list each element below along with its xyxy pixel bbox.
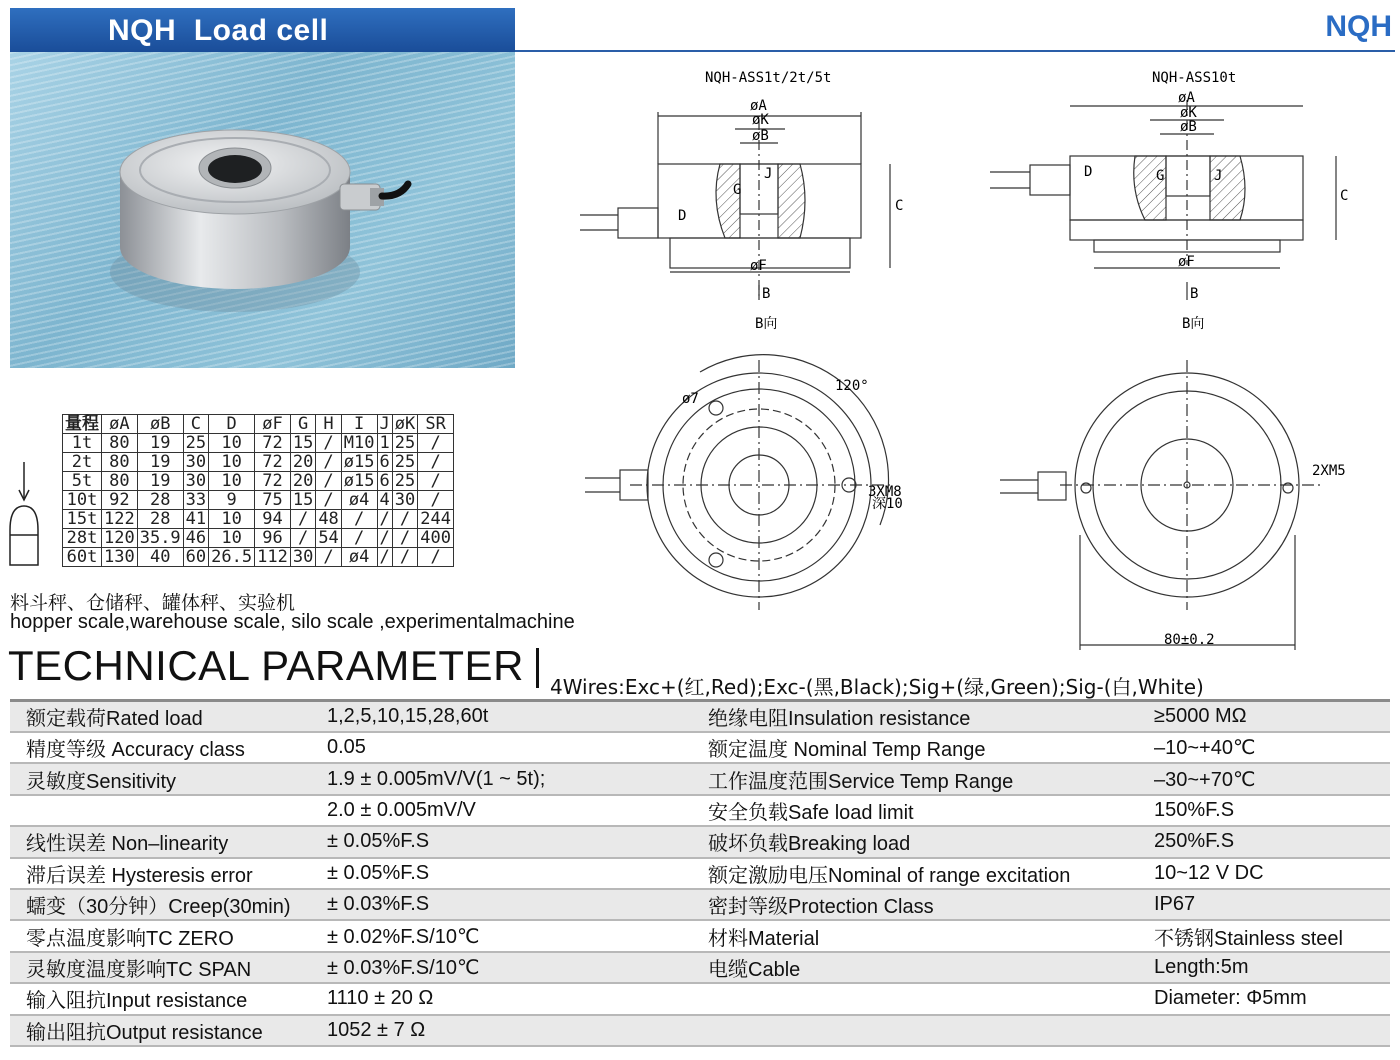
dimension-cell: 46 — [183, 529, 208, 548]
applications-en: hopper scale,warehouse scale, silo scale ,experimentalmachine — [10, 611, 575, 633]
param-value: ± 0.02%F.S/10℃ — [311, 920, 692, 951]
dimension-cell: 25 — [392, 453, 417, 472]
dimension-row — [63, 491, 454, 510]
param-name: 额定温度 Nominal Temp Range — [692, 732, 1138, 763]
dimension-cell: / — [316, 472, 341, 491]
dimension-cell: 30 — [183, 472, 208, 491]
param-name: 安全负载Safe load limit — [692, 795, 1138, 826]
dimension-cell: 28 — [137, 491, 183, 510]
dimension-cell: 30 — [290, 548, 315, 567]
dimension-cell: 72 — [255, 472, 291, 491]
dimension-cell: 4 — [377, 491, 392, 510]
dimension-cell: 130 — [102, 548, 138, 567]
dimension-cell: 10 — [209, 529, 255, 548]
dim-j-right: J — [1214, 168, 1223, 184]
title-separator — [536, 648, 539, 688]
dimension-cell: 6 — [377, 472, 392, 491]
param-name: 精度等级 Accuracy class — [10, 732, 311, 763]
param-name: 零点温度影响TC ZERO — [10, 920, 311, 951]
spec-row — [10, 795, 1390, 826]
param-value: Diameter: Φ5mm — [1138, 983, 1390, 1014]
dimension-cell: 54 — [316, 529, 341, 548]
spec-row — [10, 952, 1390, 983]
header-cell: øF — [255, 415, 291, 434]
technical-drawings — [560, 60, 1395, 660]
param-value: ± 0.05%F.S — [311, 826, 692, 857]
header-cell: 量程 — [63, 415, 102, 434]
view-arrow-right: B — [1190, 286, 1199, 302]
param-name: 材料Material — [692, 920, 1138, 951]
dim-d-left: D — [678, 208, 687, 224]
header-cell: I — [341, 415, 377, 434]
dimension-cell: 35.9 — [137, 529, 183, 548]
dimension-table — [62, 414, 454, 567]
param-name: 灵敏度Sensitivity — [10, 763, 311, 794]
spec-table — [10, 699, 1390, 1047]
dimension-cell: 25 — [392, 434, 417, 453]
param-value: Length:5m — [1138, 952, 1390, 983]
dim-b-right: øB — [1180, 119, 1197, 135]
dimension-cell: 75 — [255, 491, 291, 510]
dimension-cell: 20 — [290, 472, 315, 491]
param-value: 1.9 ± 0.005mV/V(1 ~ 5t); — [311, 763, 692, 794]
thread-label-left: 3XM8 — [868, 484, 902, 500]
param-value: 250%F.S — [1138, 826, 1390, 857]
dimension-cell: 96 — [255, 529, 291, 548]
dimension-cell: 10 — [209, 510, 255, 529]
dimension-cell: 5t — [63, 472, 102, 491]
dimension-cell: 80 — [102, 453, 138, 472]
dimension-cell: 92 — [102, 491, 138, 510]
spec-row — [10, 1015, 1390, 1046]
dimension-cell: 30 — [183, 453, 208, 472]
dimension-cell: / — [392, 548, 417, 567]
product-photo — [10, 52, 515, 368]
param-value: ≥5000 MΩ — [1138, 701, 1390, 733]
dimension-cell: ø4 — [341, 491, 377, 510]
load-cell-image — [10, 52, 515, 368]
dimension-cell: / — [341, 510, 377, 529]
dimension-cell: 30 — [392, 491, 417, 510]
view-arrow-left: B — [762, 286, 771, 302]
dimension-row — [63, 529, 454, 548]
depth-label: 深10 — [872, 496, 903, 512]
header-cell: J — [377, 415, 392, 434]
dimension-row — [63, 453, 454, 472]
header-cell: H — [316, 415, 341, 434]
param-value: –30~+70℃ — [1138, 763, 1390, 794]
dimension-row — [63, 472, 454, 491]
dimension-cell: / — [341, 529, 377, 548]
dimension-cell: 1t — [63, 434, 102, 453]
param-name: 电缆Cable — [692, 952, 1138, 983]
header-cell: G — [290, 415, 315, 434]
param-name: 额定载荷Rated load — [10, 701, 311, 733]
dimension-cell: / — [418, 548, 454, 567]
dim-b-left: øB — [752, 128, 769, 144]
dimension-cell: ø4 — [341, 548, 377, 567]
thread-label-right: 2XM5 — [1312, 463, 1346, 479]
param-value: IP67 — [1138, 889, 1390, 920]
dimension-row — [63, 548, 454, 567]
dimension-cell: ø15 — [341, 453, 377, 472]
dimension-cell: 80 — [102, 472, 138, 491]
applications-cn: 料斗秤、仓储秤、罐体秤、实验机 — [10, 592, 296, 614]
param-value: 1110 ± 20 Ω — [311, 983, 692, 1014]
param-value: ± 0.03%F.S — [311, 889, 692, 920]
dim-k-right: øK — [1180, 105, 1197, 121]
dimension-cell: 9 — [209, 491, 255, 510]
dimension-cell: / — [418, 434, 454, 453]
param-name: 输入阻抗Input resistance — [10, 983, 311, 1014]
header-divider — [515, 50, 1395, 52]
dim-a-left: øA — [750, 98, 767, 114]
dimension-cell: 10 — [209, 472, 255, 491]
param-name: 灵敏度温度影响TC SPAN — [10, 952, 311, 983]
param-value: 0.05 — [311, 732, 692, 763]
dimension-cell: 10 — [209, 434, 255, 453]
param-value: 10~12 V DC — [1138, 858, 1390, 889]
dimension-cell: / — [377, 529, 392, 548]
dimension-cell: 1 — [377, 434, 392, 453]
header-cell: øK — [392, 415, 417, 434]
dimension-cell: / — [418, 453, 454, 472]
param-value: 2.0 ± 0.005mV/V — [311, 795, 692, 826]
dimension-cell: 112 — [255, 548, 291, 567]
model-label-right: NQH-ASS10t — [1152, 70, 1237, 86]
dimension-cell: 33 — [183, 491, 208, 510]
dimension-cell: 2t — [63, 453, 102, 472]
dimension-cell: 25 — [183, 434, 208, 453]
dimension-cell: / — [392, 529, 417, 548]
spec-row — [10, 701, 1390, 733]
dimension-cell: / — [377, 548, 392, 567]
dimension-cell: 120 — [102, 529, 138, 548]
dimension-cell: 15 — [290, 434, 315, 453]
dimension-cell: / — [316, 548, 341, 567]
dimension-cell: 15 — [290, 491, 315, 510]
param-name: 破坏负载Breaking load — [692, 826, 1138, 857]
dimension-cell: / — [290, 529, 315, 548]
param-name — [692, 983, 1138, 1014]
dimension-cell: 72 — [255, 453, 291, 472]
param-value: 1,2,5,10,15,28,60t — [311, 701, 692, 733]
spec-row — [10, 826, 1390, 857]
spec-row — [10, 763, 1390, 794]
dimension-cell: M10 — [341, 434, 377, 453]
dimension-cell: 244 — [418, 510, 454, 529]
dim-f-right: øF — [1178, 254, 1195, 270]
param-name: 密封等级Protection Class — [692, 889, 1138, 920]
header-cell: øA — [102, 415, 138, 434]
dim-g-right: G — [1156, 168, 1165, 184]
param-name — [10, 795, 311, 826]
param-name: 输出阻抗Output resistance — [10, 1015, 311, 1046]
dimension-cell: 28t — [63, 529, 102, 548]
dimension-cell: 10 — [209, 453, 255, 472]
dimension-cell: 60 — [183, 548, 208, 567]
dimension-cell: 122 — [102, 510, 138, 529]
dim-c-left: C — [895, 198, 904, 214]
dimension-cell: 19 — [137, 453, 183, 472]
dimension-cell: 25 — [392, 472, 417, 491]
wire-color-legend: 4Wires:Exc+(红,Red);Exc-(黑,Black);Sig+(绿,Green);Sig-(白,White) — [550, 675, 1204, 699]
dimension-cell: 40 — [137, 548, 183, 567]
dimension-cell: 400 — [418, 529, 454, 548]
dim-c-right: C — [1340, 188, 1349, 204]
param-value — [1138, 1015, 1390, 1046]
header-cell: SR — [418, 415, 454, 434]
dim-d-right: D — [1084, 164, 1093, 180]
dimension-cell: / — [316, 491, 341, 510]
dimension-cell: 26.5 — [209, 548, 255, 567]
dimension-cell: 41 — [183, 510, 208, 529]
dimension-table-header — [63, 415, 454, 434]
dimension-row — [63, 434, 454, 453]
dimension-cell: 10t — [63, 491, 102, 510]
param-value: ± 0.05%F.S — [311, 858, 692, 889]
dimension-cell: 72 — [255, 434, 291, 453]
dimension-cell: 60t — [63, 548, 102, 567]
dim-a-right: øA — [1178, 90, 1195, 106]
view-label-right: B向 — [1182, 316, 1205, 332]
param-name: 线性误差 Non–linearity — [10, 826, 311, 857]
param-name: 蠕变（30分钟）Creep(30min) — [10, 889, 311, 920]
param-name: 绝缘电阻Insulation resistance — [692, 701, 1138, 733]
dimension-cell: / — [377, 510, 392, 529]
param-name: 滞后误差 Hysteresis error — [10, 858, 311, 889]
hole-label: ø7 — [682, 391, 699, 407]
spec-row — [10, 920, 1390, 951]
param-value: 1052 ± 7 Ω — [311, 1015, 692, 1046]
dimension-cell: 19 — [137, 472, 183, 491]
dim-k-left: øK — [752, 112, 769, 128]
header-cell: øB — [137, 415, 183, 434]
dimension-cell: 15t — [63, 510, 102, 529]
dimension-cell: / — [316, 434, 341, 453]
dimension-cell: / — [418, 472, 454, 491]
header-cell: D — [209, 415, 255, 434]
param-value: 150%F.S — [1138, 795, 1390, 826]
spec-row — [10, 889, 1390, 920]
spec-row — [10, 983, 1390, 1014]
dimension-cell: / — [418, 491, 454, 510]
dimension-row — [63, 510, 454, 529]
dim-g-left: G — [733, 182, 742, 198]
page-title: NQH Load cell — [108, 14, 329, 47]
spec-row — [10, 858, 1390, 889]
brand-logo: NQH — [1325, 10, 1392, 43]
spec-row — [10, 732, 1390, 763]
load-direction-icon — [6, 460, 46, 570]
param-value: –10~+40℃ — [1138, 732, 1390, 763]
dimension-cell: 19 — [137, 434, 183, 453]
dimension-cell: 48 — [316, 510, 341, 529]
model-label-left: NQH-ASS1t/2t/5t — [705, 70, 832, 86]
dimension-cell: 28 — [137, 510, 183, 529]
param-value: ± 0.03%F.S/10℃ — [311, 952, 692, 983]
param-name — [692, 1015, 1138, 1046]
param-name: 工作温度范围Service Temp Range — [692, 763, 1138, 794]
dimension-cell: 94 — [255, 510, 291, 529]
technical-parameter-title: TECHNICAL PARAMETER — [8, 642, 524, 689]
param-value: 不锈钢Stainless steel — [1138, 920, 1390, 951]
dimension-cell: 6 — [377, 453, 392, 472]
param-name: 额定激励电压Nominal of range excitation — [692, 858, 1138, 889]
dimension-cell: 20 — [290, 453, 315, 472]
header-cell: C — [183, 415, 208, 434]
view-label-left: B向 — [755, 316, 778, 332]
dimension-cell: 80 — [102, 434, 138, 453]
width-label: 80±0.2 — [1164, 632, 1215, 648]
dim-j-left: J — [764, 166, 773, 182]
dimension-cell: / — [316, 453, 341, 472]
angle-label: 120° — [835, 378, 869, 394]
dimension-cell: ø15 — [341, 472, 377, 491]
dimension-cell: / — [392, 510, 417, 529]
dimension-cell: / — [290, 510, 315, 529]
dim-f-left: øF — [750, 258, 767, 274]
